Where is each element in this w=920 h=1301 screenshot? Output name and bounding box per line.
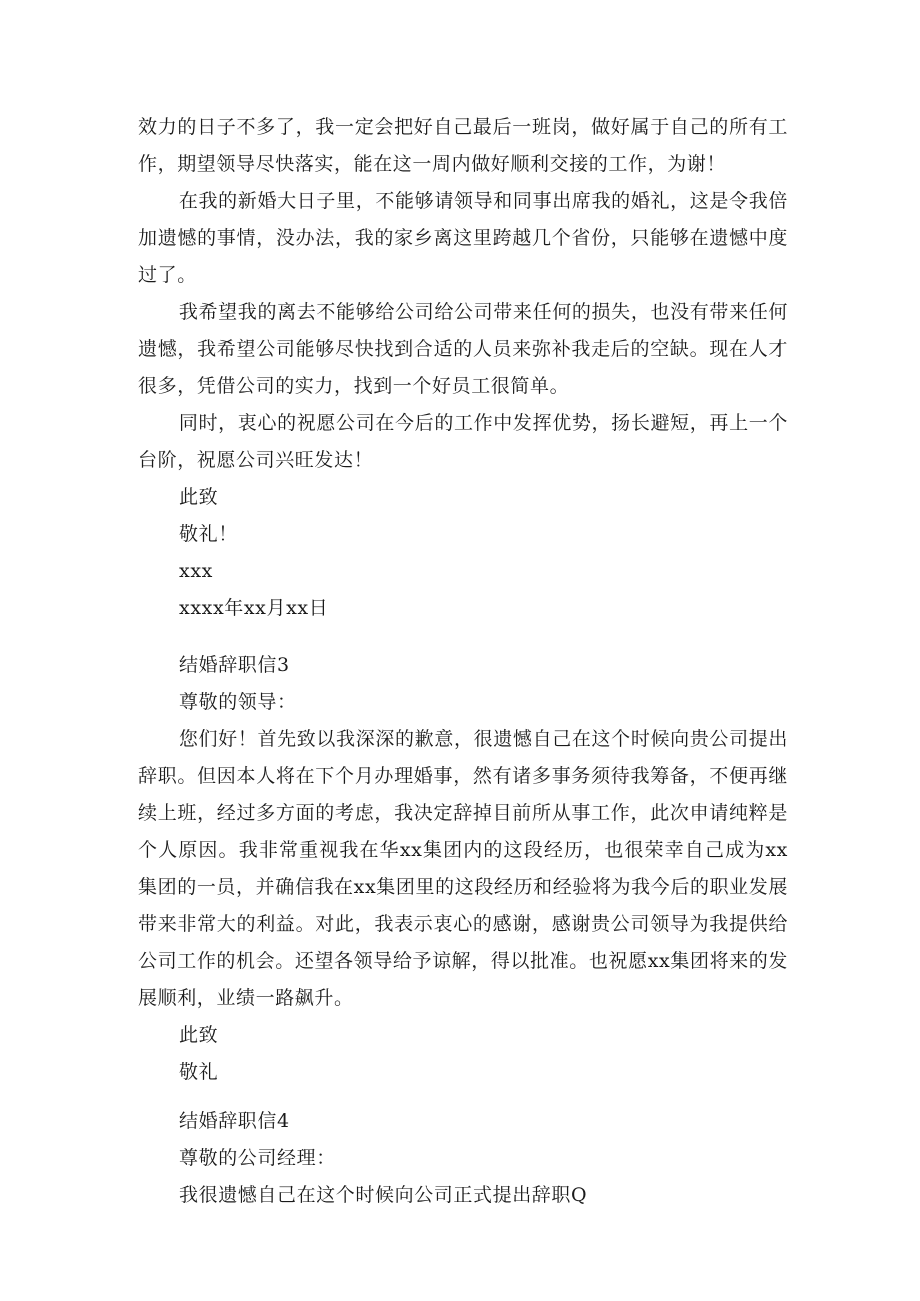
- section-title-4: 结婚辞职信4: [179, 1110, 290, 1132]
- section-spacer: [138, 627, 788, 647]
- section-3-closing-greeting: 此致: [179, 1024, 219, 1046]
- paragraph-continuation: 效力的日子不多了，我一定会把好自己最后一班岗，做好属于自己的所有工作，期望领导尽快落实，能在这一周内做好顺利交接的工作，为谢！: [138, 116, 788, 175]
- section-title-3: 结婚辞职信3: [179, 654, 290, 676]
- signature-name: xxx: [179, 560, 213, 582]
- closing-greeting: 此致: [179, 486, 219, 508]
- paragraph-best-wishes: 同时，衷心的祝愿公司在今后的工作中发挥优势，扬长避短，再上一个台阶，祝愿公司兴旺发达！: [138, 412, 788, 471]
- paragraph-departure-hope: 我希望我的离去不能够给公司给公司带来任何的损失，也没有带来任何遗憾，我希望公司能够尽快找到合适的人员来弥补我走后的空缺。现在人才很多，凭借公司的实力，找到一个好员工很简单。: [138, 301, 788, 397]
- paragraph-wedding-regret: 在我的新婚大日子里，不能够请领导和同事出席我的婚礼，这是令我倍加遗憾的事情，没办法，我的家乡离这里跨越几个省份，只能够在遗憾中度过了。: [138, 190, 788, 286]
- section-3-closing-salute: 敬礼: [179, 1061, 219, 1083]
- section-4-salutation: 尊敬的公司经理：: [179, 1147, 336, 1169]
- section-3-salutation: 尊敬的领导：: [179, 691, 297, 713]
- document-content: [138, 109, 788, 1214]
- section-3-body: 您们好！首先致以我深深的歉意，很遗憾自己在这个时候向贵公司提出辞职。但因本人将在下个月办理婚事，然有诸多事务须待我筹备，不便再继续上班，经过多方面的考虑，我决定辞掉目前所从事工作，此次申请纯粹是个人原因。我非常重视我在华xx集团内的这段经历，也很荣幸自己成为xx集团的一员，并确信我在xx集团里的这段经历和经验将为我今后的职业发展带来非常大的利益。对此，我表示衷心的感谢，感谢贵公司领导为我提供给公司工作的机会。还望各领导给予谅解，得以批准。也祝愿xx集团将来的发展顺利，业绩一路飙升。: [138, 728, 788, 1009]
- section-spacer: [138, 1091, 788, 1103]
- signature-date: xxxx年xx月xx日: [179, 597, 329, 619]
- section-4-body: 我很遗憾自己在这个时候向公司正式提出辞职Q: [179, 1184, 588, 1206]
- closing-salute: 敬礼！: [179, 523, 238, 545]
